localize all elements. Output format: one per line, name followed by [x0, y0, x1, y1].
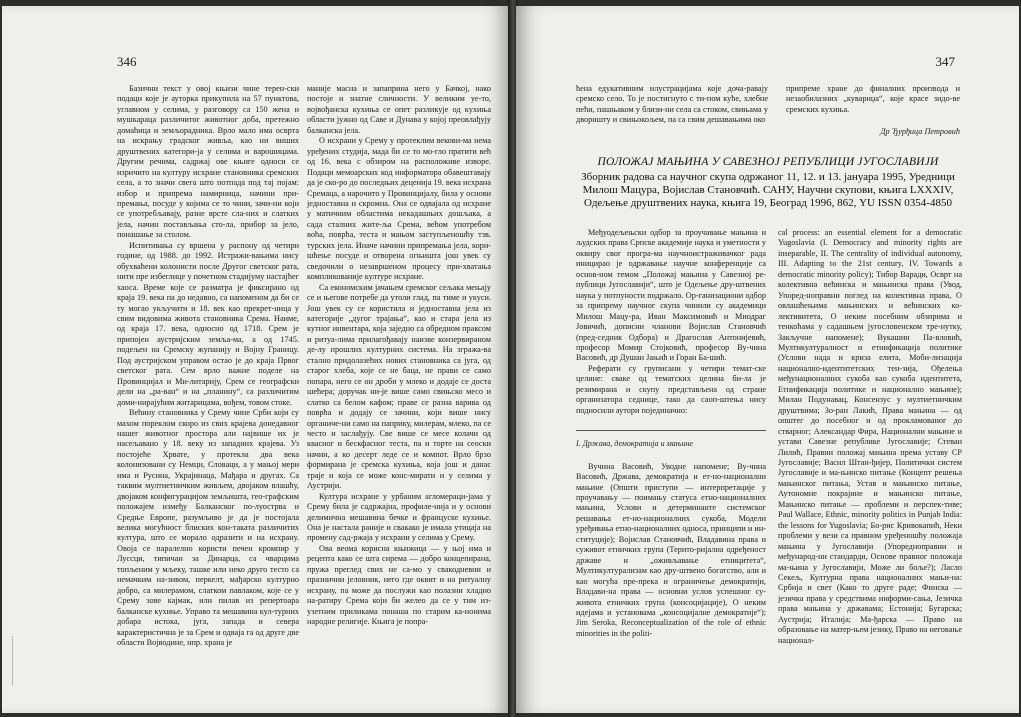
paragraph: припреме хране до финалних производа и незаобилазних „кувариџа“, које красе зидо-ве сремских кухиња. — [786, 84, 960, 114]
paragraph: Базични текст у овој књизи чине терен-ски подаци које је ауторка прикупила на 57 пунктова, углавном у селима, у разговору са 150 жена и мушкараца различитог животног доба, претежно домаћица и земљорадника. Врло мало има осврта на искрању градског живља, као ни виших друштвених категори-ја у селима и варошицама. Другим речима, садржај ове књиге односи се изричито на културу исхране становника сремских села, а то значи свега што потпада под тај појам: избор и припрема намирница, начини при-премања, посуде у којима се то чини, зачи-ни који се употребљавају, разне врсте сла-них и слатких јела, начин постављања сто-ла, прибор за јело, понашање за столом. — [117, 84, 299, 240]
left-column-2 — [307, 84, 491, 628]
paragraph: cal process: an essential element for a democratic Yugoslavia (I. Democracy and minority rights are inseparable, II. The centrality of individual autonomy, III. Adapting to the 21st century, IV. Towards a democratic minority policy); Тибор Варади, Осврт на колективна већинска и мањинска права (Увод, Упоред-ноправни поглед на колективна права, О овлашћењима мањинских и већинских ко-лективитета, О неким посебним обзирима и тенкоћама у садашњем југословенском тре-нутку, Закључне напомене); Вукашин Па-вловић, Мултикултуралност и етнификација политике (Услови нада и криза елита, Моби-лизација национално-идентитетских тен-зија, Ођелења међунационалних сукоба као сукоба идентитета, Етнификација политике и национално мањине); Милан Подунавац, Консензус у мултиетничким друштвима; Зо-ран Лакић, Права мањина — од општег до посебног и од прокламованог до стварног; Александар Фира, Национални мањине и устави Савезне републике Југославије; Стеван Лилић, Правни положај мањина према уставу СР Југославије; Васил Штан-ђијер, Политички систем Југославије и ма-њинско питање (Концепт решења мањинског питања, Устав и мањинско питање, Аутономне покрајине и мањинско питање, Мањинско питање — проблеми и перспек-тиве; Paul Wallace, Ethnic, minority politics in Punjab India: the lessons for Yugoslavia; Бо-рис Кривокапић, Неки проблеми у вези са правном уређеношћу положаја мањина у Југославији (Упоредноправни и међународ-ни стандарди, Основе правног положаја ма-њина у Југославији, Може ли боље?); Ласло Секељ, Културна права националних мањи-на: Србија и свет (Како то друге раде; Финска — језичка права у средствима информи-сања, Језичка права мањина у државама; Естонија; Бугарска; Аустрија; Италија; Ма-ђарска — Право на образовање на матер-њем језику, Право на неговање национал- — [778, 228, 962, 645]
left-column-1 — [117, 84, 299, 648]
paragraph: Међуодељењски одбор за проучавање мањина и људских права Српске академије наука и уметности у оквиру свог програ-ма научноистраживачког рада иницирао је одржавање научне конференције са основ-ном темом „Положај мањина у Савезној ре-публици Југославији“, што је Одељење дру-штвених наука у потпуности подржало. Ор-ганизациони одбор за припрему научног скупа чинили су академици Милош Мацу-ра, Иван Максимовић и Миодраг Јовичић, дописни чланови Војислав Становчић (пред-седник Одбора) и Драгослав Антонијевић, професор Момир Стојковић, професор Ву-чина Васовић, др Душан Јањић и Горан Ба-шић. — [576, 228, 766, 363]
paragraph: О исхрани у Срему у протеклим векови-ма нема уређених студија, мада би се то мо-гло пратити већ од 16. века с обзиром на расположиве изворе. Подаци мемоарских код информатора обавештавају да је ско-ро до последњих деценија 19. века исхрана Сремаца, а нарочито у Провинцијалу, била у основи једноставна и скромна. Она се одвајала од исхране у матичним областима некадашњих дошљака, а сада сталних жите-ља Срема, већом употребом воћа, поврћа, теста и мањом заступљеношћу тзв. турских јела. Иначе начини припремања јела, кори-шћење посуде и отворена огњишта још увек су сведочили о незавршеном процесу при-хватања компликованије културе исхране. — [307, 136, 491, 282]
page-number-left: 346 — [117, 54, 137, 69]
paragraph: маније масна и запаприна него у Бачкој, нако постоје и знатне сличности. У великим уе-то, војвођанска кухиња се опет разликује од кухиња области јужно од Саве и Дунава у којој преовлађују балканска јела. — [307, 84, 491, 135]
paragraph: Већину становника у Срему чине Срби који су махом пореклом скоро из свих крајева донедавног нашег животног простора али највише их је насељавано у 18. веку из западних крајева. Уз постојеће Хрвате, у протекла два века колонизовани су Немци, Словаци, а у мањој мери има и Русина, Украјинаца, Мађара и другах. Са таквим мултиетничким живљем, двојаком влашћу, двојаком конфигурацијом земљишта, гео-графским положајем између Балканског по-луострва и Средње Европе, разумљиво је да је постојала велика могућност блиских кон-таката различитих култура, што се морало одразити и на исхрану. Овоја се паралелно користи печен кромпир у Луссци, типичан за Динарца, са чварцима топљеним у мљеку, ташке или неко друго тесто са немачким на-зивом, перкелт, мађарско културно добро, са милерамом, слатком павлаком, које се у Срему зове кајмак, или пилав из репертоара балканске кухиње. Управо та мешавина кул-турних добара истока, југа, запада и севера карактеристична је за Срем и одваја га од друге две области Војводине, нпр. храна је — [117, 408, 299, 648]
paragraph: Испитивања су вршена у распону од четири године, од 1988. до 1992. Истражи-вањима нису обухваћени колонисти после Другог светског рата, нити пре избеглице у почетном стадијуму настајћег хаоса. Време које се разматра је фиксирано од краја 19. века па до недавно, са напоменом да би се ту могао укључити и 18. век као прекрет-ница у свим видовима живота становника Срема. Наиме, од краја 17. века, односно од 1718. Срем је припојен аустријским земља-ма, а од 1745. подељен на Сремску жупанију и Војну Границу. Под аустријском управом остао је до краја Првог светског рата. Сем врло важне поделе на Провинцијал и Ми-литарију, Срем се географски дели на „ра-ван“ и на „планину“, са различитим доми-нирајућим житарицама, вођем, товом стоке. — [117, 240, 299, 407]
review-heading — [576, 156, 960, 211]
right-column-2 — [778, 228, 962, 646]
page-edge-mark — [12, 636, 13, 686]
right-page — [516, 6, 1019, 713]
section-heading: I. Држава, демократија и мањине — [576, 430, 766, 449]
left-page — [2, 6, 510, 713]
paragraph: Реферати су груписани у четири темат-ске целине: сваке од тематских целина би-ла је резимирана и скупу представљена од стране организатора седнице, тако да саоп-штења нису подносили аутори појединачно: — [576, 363, 766, 415]
review-bibliography: Зборник радова са научног скупа одржаног 11, 12. и 13. јануара 1995, Уредници Милош Мацура, Војислав Становчић. САНУ, Научни скупови, књига LXXXIV, Одељење друштвених наука, књига 19, Београд 1996, 862, YU ISSN 0354-4850 — [581, 171, 955, 210]
paragraph: Са економским јачањем сремског сељака мењају се и његове потребе да утоли глад, па тиме и укуси. Још увек су се користила и једноставна јела из категорије „дугог трајања“, као и стара јела из кутног инвентара, која заједно са обредном праксом и ритуа-лима прилагођавају наизве конзервираном де-лу прошлих културних система. На згража-ва стално придолазећих нових становника са југа, од старог хлеба, које се не баца, не прави се само попара, него се он дроби у млеко и додаје се доста шећера; доручак ни-је више само свињско месо и слатко са белом кафом; праве се разна варива од поврћа и додају се зачини, који више нису органиче-ни само на паприку, милерам, млеко, па се често и заслађују. Све више се месе колачи од квасног и бескфасног теста, па и торте на сеоски начин, а ко десерт леде се и компот. Врло брзо формирана је сремска кухиња, која још и данас траје и која се може конс-мирати и у селима у Аустрији. — [307, 282, 491, 491]
paragraph: Култура исхране у урбаним агломераци-јама у Срему била је садржајна, профиле-нија и у основи делимична мешавина бечке и француске кухиње. Она је настала раније и свакако је имала утицаја на промену сад-ржаја у исхрани у селима у Срему. — [307, 491, 491, 543]
page-number-right: 347 — [935, 54, 955, 69]
right-intro-column-1 — [576, 84, 768, 126]
paragraph: Ова веома корисна књижица — у њој има и рецепта како се шта сирема — добро концепирана, пружа преглед свих не са-мо у свакодневни и празнични јеловник, него где оквит и на ритуалну исхрану, па може да послужи као полазни хладно на-ратиру Срема који би желео да се у тим из-узетним приликама понаша по старим ка-нонима народне религије. Књига је попра- — [307, 543, 491, 627]
right-column-1 — [576, 228, 766, 639]
paragraph: ћена едукативним илустрацијама које доча-равају сремско село. То је постигнуто с ти-пом куће, хлебне пећи, пашњаком у близи-ни села са стоком, свињама у дворишту и свињокољем, па са свим дешавањима око — [576, 84, 768, 125]
paragraph: Вучина Васовић, Уводне напомене; Ву-чина Васовић, Држава, демократија и ет-но-национални мањине (Општи приступи — интерпретације у проучавању — поимању статуса етно-националних мањина, Услови и детерминанте системског решавања ет-но-националних сукоба, Модели уређивања етно-националних односа, принципи и ин-ституције); Војислав Становчић, Владавина права и суживот етничких група (Терито-ријална одређеност државе и „оживљавање етницитета“, Мултикултурализам као дру-штвено богатство, али и као могућа пре-прека и ограничење демократији, Владави-на права — основни услов успешног су-живота етничких група (консоцијације), О неким идејама и установама „консоцијалне демократије“); Jim Seroka, Reconceptualization of the role of ethnic minorities in the politi- — [576, 461, 766, 638]
review-title: ПОЛОЖАЈ МАЊИНА У САВЕЗНОЈ РЕПУБЛИЦИ ЈУГОСЛАВИЈИ — [597, 156, 939, 168]
right-intro-column-2 — [786, 84, 960, 138]
review-signature: Др Ђурђица Петровић — [880, 127, 960, 137]
